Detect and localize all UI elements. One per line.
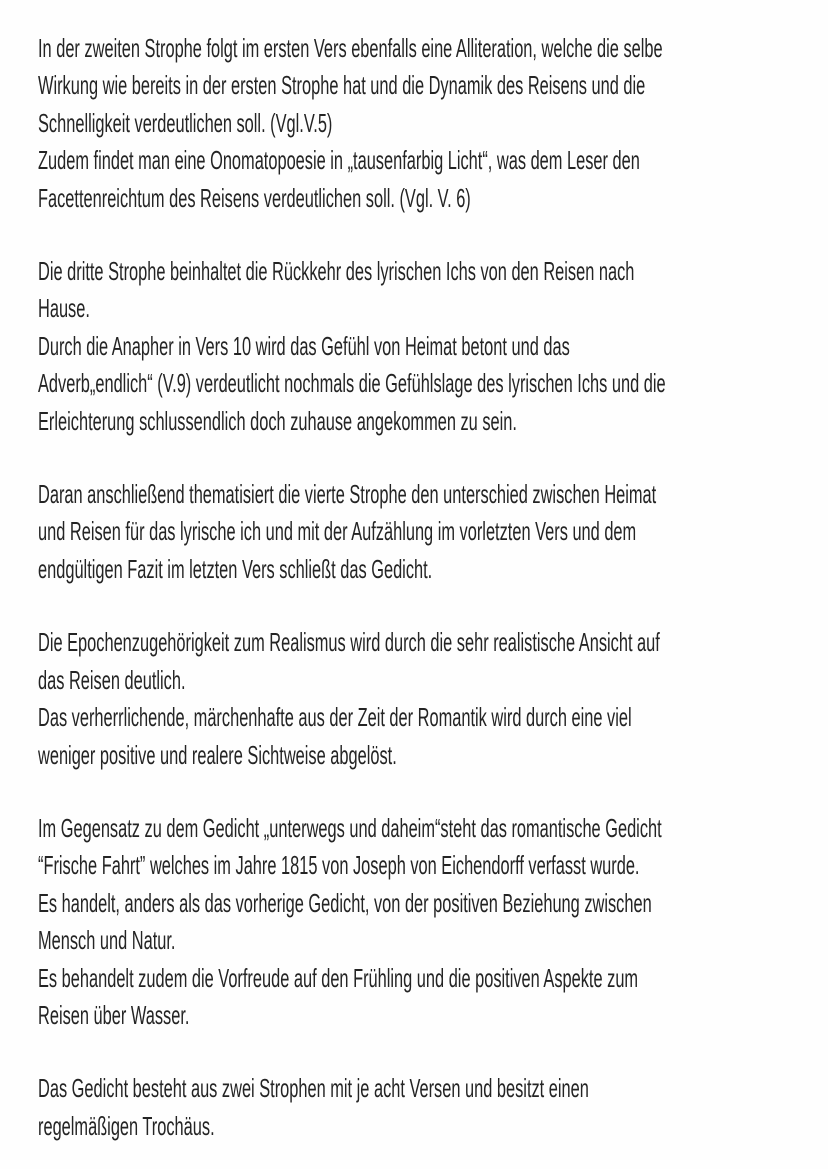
text-line: “Frische Fahrt” welches im Jahre 1815 von Joseph von Eichendorff verfasst wurde. (38, 850, 640, 881)
paragraph-1 (38, 30, 798, 217)
text-line: Das Gedicht besteht aus zwei Strophen mit je acht Versen und besitzt einen (38, 1073, 589, 1104)
text-line: Reisen über Wasser. (38, 999, 190, 1030)
text-line: Zudem findet man eine Onomatopoesie in „tausenfarbig Licht“, was dem Leser den (38, 145, 640, 176)
text-line: Adverb„endlich“ (V.9) verdeutlicht nochmals die Gefühlslage des lyrischen Ichs und die (38, 368, 666, 399)
text-line: Schnelligkeit verdeutlichen soll. (Vgl.V.5) (38, 107, 333, 138)
paragraph-5 (38, 810, 798, 1034)
text-line: Es behandelt zudem die Vorfreude auf den Frühling und die positiven Aspekte zum (38, 962, 639, 993)
text-line: Mensch und Natur. (38, 925, 176, 956)
paragraph-2 (38, 253, 798, 440)
text-line: Es handelt, anders als das vorherige Gedicht, von der positiven Beziehung zwischen (38, 887, 652, 918)
text-line: Erleichterung schlussendlich doch zuhause angekommen zu sein. (38, 405, 517, 436)
text-line: Im Gegensatz zu dem Gedicht „unterwegs und daheim“steht das romantische Gedicht (38, 812, 662, 843)
text-line: endgültigen Fazit im letzten Vers schließt das Gedicht. (38, 553, 433, 584)
paragraph-3 (38, 476, 798, 588)
text-line: Durch die Anapher in Vers 10 wird das Gefühl von Heimat betont und das (38, 330, 570, 361)
text-line: In der zweiten Strophe folgt im ersten Vers ebenfalls eine Alliteration, welche die selbe (38, 33, 663, 63)
text-line: Facettenreichtum des Reisens verdeutlichen soll. (Vgl. V. 6) (38, 182, 471, 213)
paragraph-6 (38, 1070, 798, 1145)
document-content (38, 30, 798, 1169)
text-line: regelmäßigen Trochäus. (38, 1110, 215, 1141)
text-line: Wirkung wie bereits in der ersten Strophe hat und die Dynamik des Reisens und die (38, 70, 646, 101)
text-line: weniger positive und realere Sichtweise abgelöst. (38, 739, 397, 770)
text-line: das Reisen deutlich. (38, 664, 186, 695)
text-line: und Reisen für das lyrische ich und mit der Aufzählung im vorletzten Vers und dem (38, 516, 637, 547)
text-line: Daran anschließend thematisiert die vierte Strophe den unterschied zwischen Heimat (38, 479, 657, 510)
paragraph-4 (38, 624, 798, 774)
text-line: Hause. (38, 293, 90, 324)
text-line: Die dritte Strophe beinhaltet die Rückkehr des lyrischen Ichs von den Reisen nach (38, 256, 635, 287)
text-line: Das verherrlichende, märchenhafte aus der Zeit der Romantik wird durch eine viel (38, 702, 632, 733)
text-line: Die Epochenzugehörigkeit zum Realismus wird durch die sehr realistische Ansicht auf (38, 627, 660, 658)
